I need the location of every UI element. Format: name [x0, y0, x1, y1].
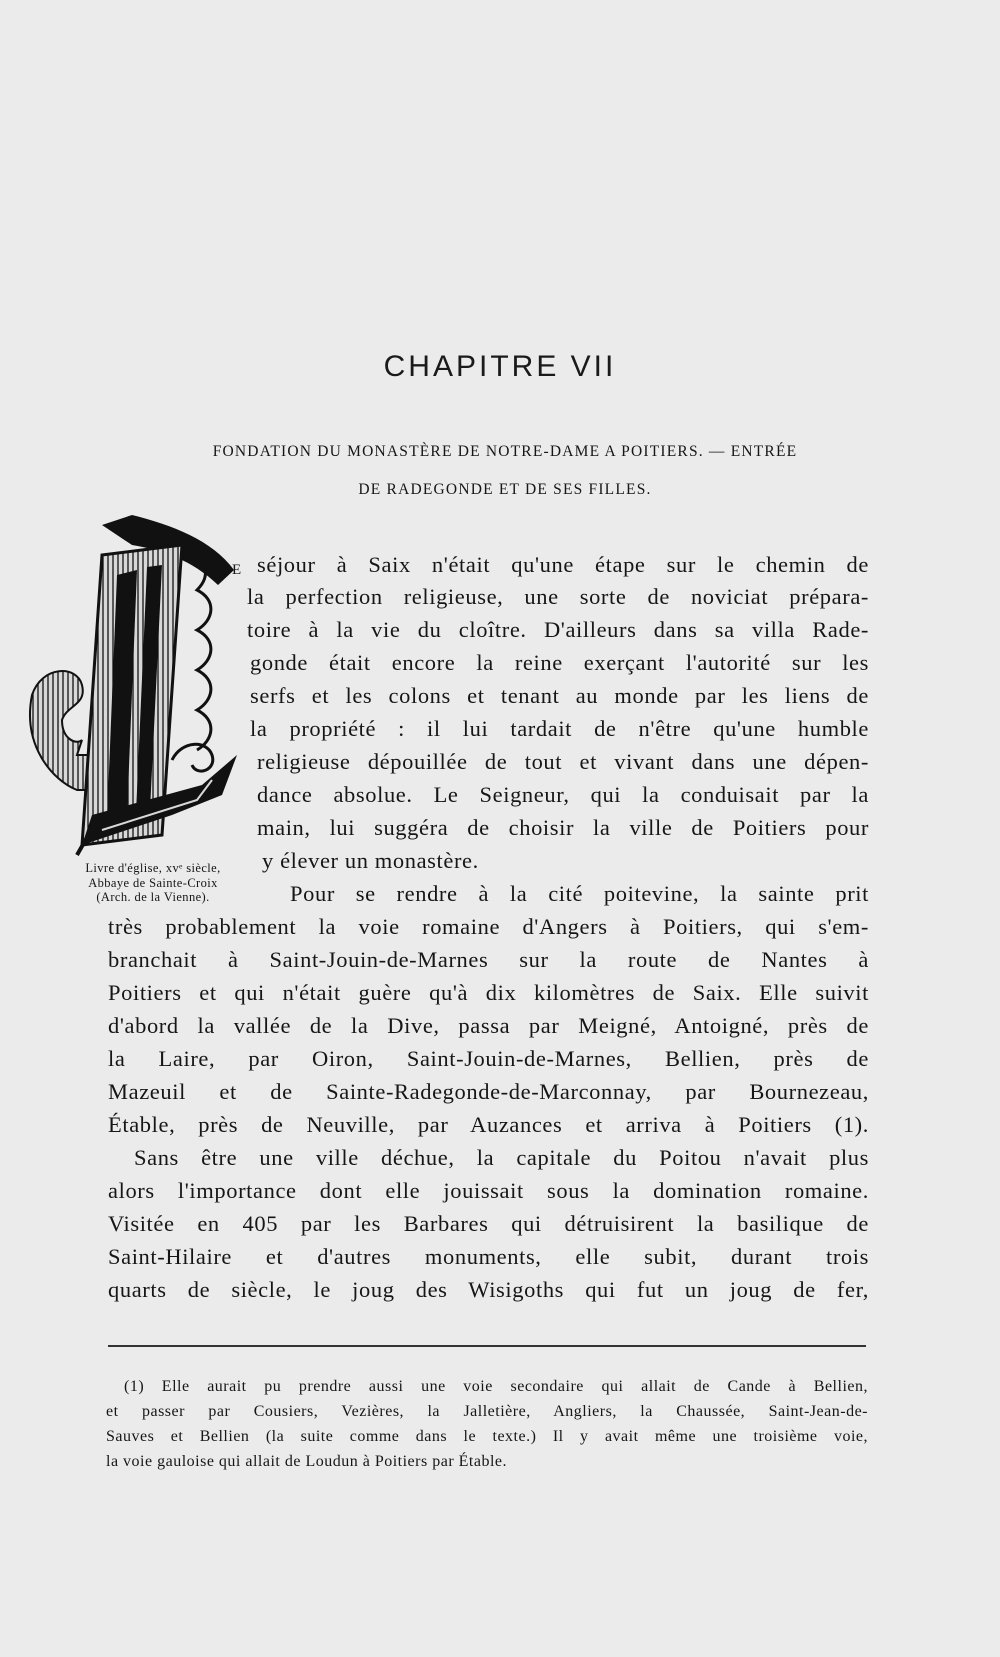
- body-line: dance absolue. Le Seigneur, qui la conduisait par la: [257, 782, 869, 807]
- body-line: gonde était encore la reine exerçant l'autorité sur les: [250, 650, 869, 675]
- body-line: religieuse dépouillée de tout et vivant dans une dépen-: [257, 749, 869, 774]
- body-line: y élever un monastère.: [262, 848, 479, 873]
- drop-cap-lead: [232, 554, 242, 580]
- chapter-title: CHAPITRE VII: [383, 350, 617, 383]
- body-line: séjour à Saix n'était qu'une étape sur le chemin de: [257, 552, 869, 577]
- body-line: Poitiers et qui n'était guère qu'à dix kilomètres de Saix. Elle suivit: [108, 980, 869, 1005]
- body-line: la perfection religieuse, une sorte de noviciat prépara-: [247, 584, 869, 609]
- body-line: branchait à Saint-Jouin-de-Marnes sur la route de Nantes à: [108, 947, 869, 972]
- body-line: quarts de siècle, le joug des Wisigoths qui fut un joug de fer,: [108, 1277, 869, 1302]
- footnote-line: et passer par Cousiers, Vezières, la Jalletière, Angliers, la Chaussée, Saint-Jean-de-: [106, 1403, 868, 1420]
- body-line: Mazeuil et de Sainte-Radegonde-de-Marconnay, par Bournezeau,: [108, 1079, 869, 1104]
- caption-line: (Arch. de la Vienne).: [96, 890, 210, 904]
- ornamental-initial-l: [22, 515, 262, 865]
- body-line: main, lui suggéra de choisir la ville de Poitiers pour: [257, 815, 869, 840]
- body-line: toire à la vie du cloître. D'ailleurs dans sa villa Rade-: [247, 617, 869, 642]
- body-line: d'abord la vallée de la Dive, passa par Meigné, Antoigné, près de: [108, 1013, 869, 1038]
- body-line: la propriété : il lui tardait de n'être qu'une humble: [250, 716, 869, 741]
- body-line: alors l'importance dont elle jouissait sous la domination romaine.: [108, 1178, 869, 1203]
- body-line: Étable, près de Neuville, par Auzances et arriva à Poitiers (1).: [108, 1112, 869, 1137]
- drop-cap-lead-letter: E: [232, 562, 243, 578]
- footnote-line: la voie gauloise qui allait de Loudun à Poitiers par Étable.: [106, 1453, 508, 1470]
- chapter-subtitle-line-1: FONDATION DU MONASTÈRE DE NOTRE-DAME A POITIERS. — ENTRÉE: [212, 443, 798, 460]
- body-line: Pour se rendre à la cité poitevine, la sainte prit: [290, 881, 869, 906]
- footnote-line: Sauves et Bellien (la suite comme dans le texte.) Il y avait même une troisième voie,: [106, 1428, 868, 1445]
- chapter-subtitle-line-2: DE RADEGONDE ET DE SES FILLES.: [358, 481, 652, 498]
- body-line: Visitée en 405 par les Barbares qui détruisirent la basilique de: [108, 1211, 869, 1236]
- footnote-line: (1) Elle aurait pu prendre aussi une voie secondaire qui allait de Cande à Bellien,: [124, 1378, 868, 1395]
- illustration-caption: [48, 861, 258, 905]
- caption-line: Abbaye de Sainte-Croix: [88, 875, 218, 890]
- body-line: Saint-Hilaire et d'autres monuments, elle subit, durant trois: [108, 1244, 869, 1269]
- body-line: Sans être une ville déchue, la capitale du Poitou n'avait plus: [134, 1145, 869, 1170]
- caption-line: Livre d'église, xvᵉ siècle,: [85, 861, 221, 875]
- footnote-divider: [108, 1345, 866, 1347]
- body-line: la Laire, par Oiron, Saint-Jouin-de-Marnes, Bellien, près de: [108, 1046, 869, 1071]
- body-line: serfs et les colons et tenant au monde par les liens de: [250, 683, 869, 708]
- body-line: très probablement la voie romaine d'Angers à Poitiers, qui s'em-: [108, 914, 869, 939]
